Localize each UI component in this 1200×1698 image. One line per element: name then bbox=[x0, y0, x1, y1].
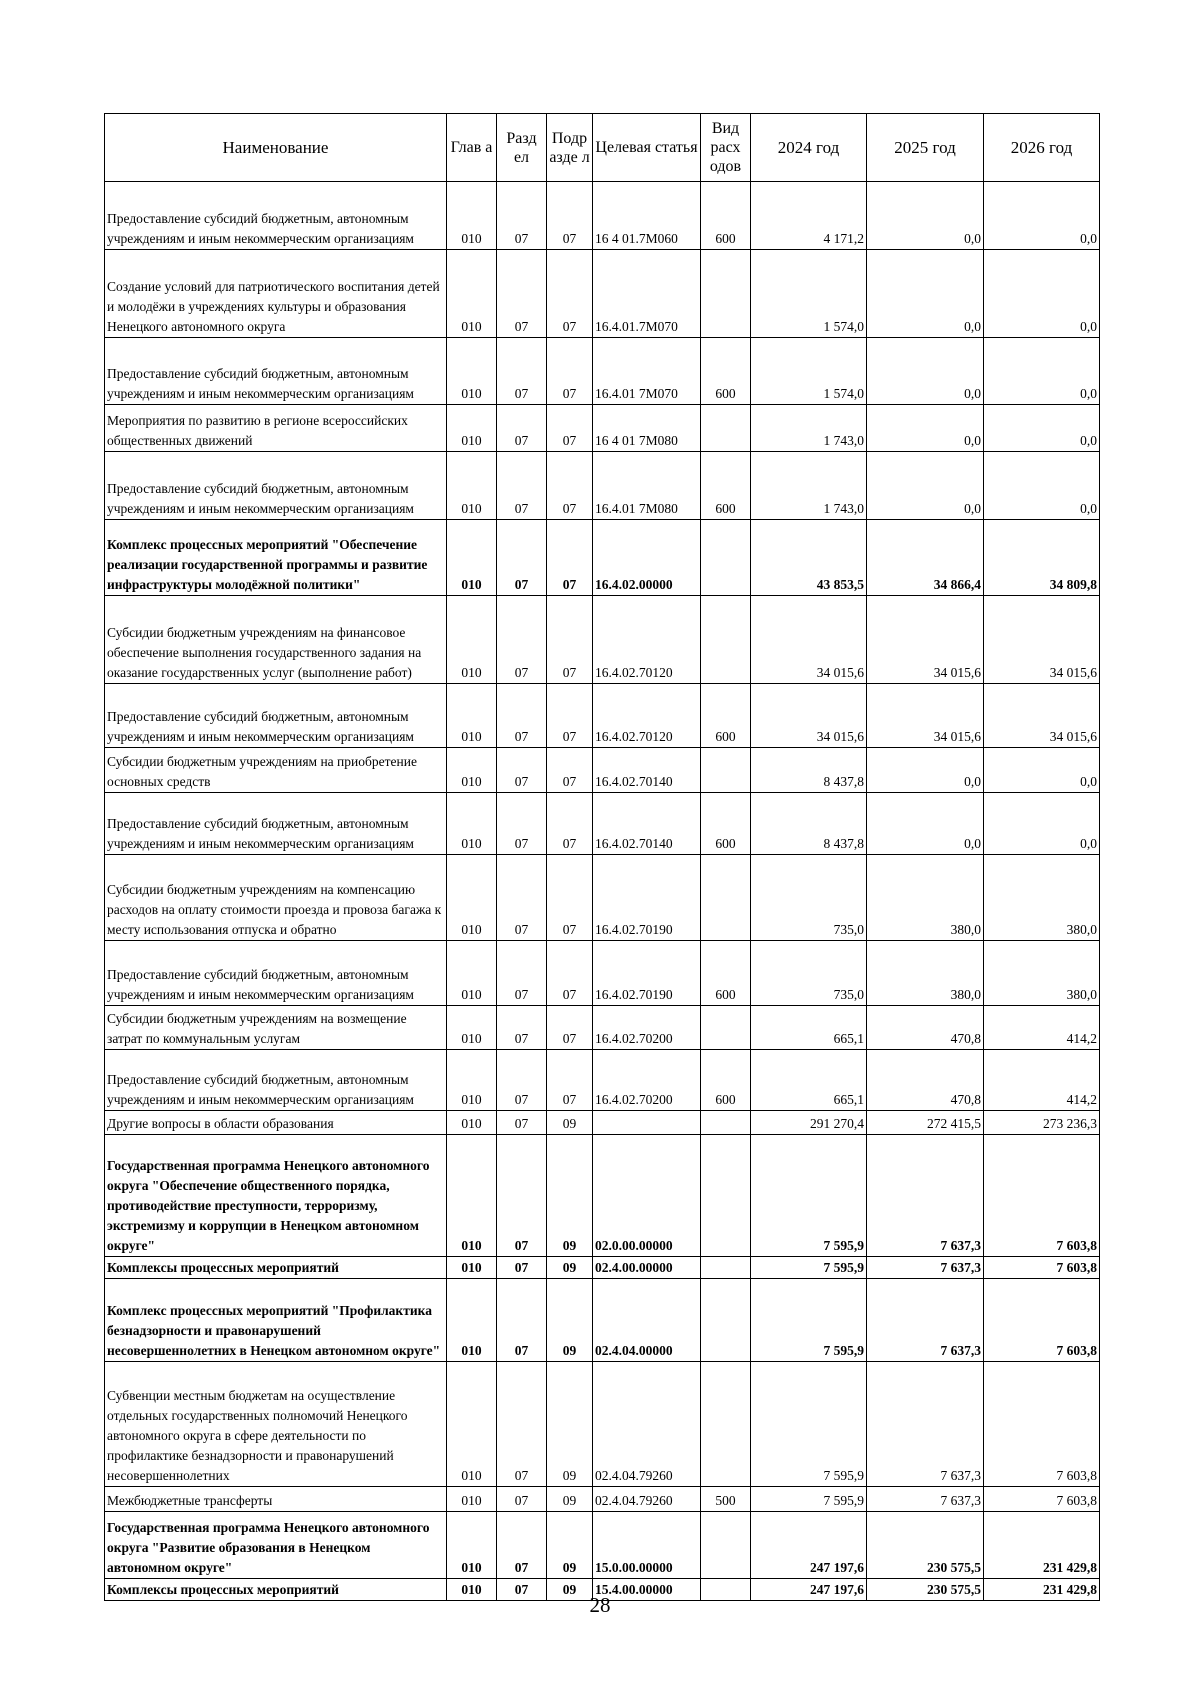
row-target: 16 4 01 7М080 bbox=[593, 405, 701, 452]
row-2025: 470,8 bbox=[867, 1050, 984, 1111]
row-2026: 0,0 bbox=[984, 405, 1100, 452]
table-row bbox=[105, 855, 1100, 941]
row-podrazdel: 07 bbox=[547, 1006, 593, 1050]
row-name: Межбюджетные трансферты bbox=[105, 1487, 447, 1512]
row-razdel: 07 bbox=[497, 250, 547, 338]
row-razdel: 07 bbox=[497, 1257, 547, 1279]
row-2025: 34 015,6 bbox=[867, 596, 984, 684]
row-glava: 010 bbox=[447, 1135, 497, 1257]
row-target: 16.4.01 7М070 bbox=[593, 338, 701, 405]
row-2024: 247 197,6 bbox=[751, 1512, 867, 1579]
row-name: Мероприятия по развитию в регионе всероссийских общественных движений bbox=[105, 405, 447, 452]
row-2024: 7 595,9 bbox=[751, 1135, 867, 1257]
row-2024: 7 595,9 bbox=[751, 1257, 867, 1279]
row-vid: 600 bbox=[701, 452, 751, 520]
page-number: 28 bbox=[589, 1593, 611, 1617]
row-target: 15.4.00.00000 bbox=[593, 1579, 701, 1601]
table-row bbox=[105, 941, 1100, 1006]
header-2026: 2026 год bbox=[984, 114, 1100, 182]
row-podrazdel: 07 bbox=[547, 338, 593, 405]
row-glava: 010 bbox=[447, 1579, 497, 1601]
row-razdel: 07 bbox=[497, 1135, 547, 1257]
row-razdel: 07 bbox=[497, 748, 547, 793]
row-vid: 600 bbox=[701, 182, 751, 250]
row-vid bbox=[701, 1257, 751, 1279]
row-podrazdel: 07 bbox=[547, 1050, 593, 1111]
row-2024: 735,0 bbox=[751, 855, 867, 941]
row-2026: 7 603,8 bbox=[984, 1487, 1100, 1512]
row-razdel: 07 bbox=[497, 520, 547, 596]
table-row bbox=[105, 1362, 1100, 1487]
table-row bbox=[105, 684, 1100, 748]
row-podrazdel: 09 bbox=[547, 1579, 593, 1601]
row-name: Субсидии бюджетным учреждениям на возмещение затрат по коммунальным услугам bbox=[105, 1006, 447, 1050]
row-vid bbox=[701, 855, 751, 941]
row-podrazdel: 07 bbox=[547, 941, 593, 1006]
row-2025: 380,0 bbox=[867, 941, 984, 1006]
row-2024: 4 171,2 bbox=[751, 182, 867, 250]
row-2026: 7 603,8 bbox=[984, 1257, 1100, 1279]
row-glava: 010 bbox=[447, 748, 497, 793]
row-2024: 1 574,0 bbox=[751, 250, 867, 338]
table-row bbox=[105, 1111, 1100, 1135]
row-glava: 010 bbox=[447, 793, 497, 855]
row-name: Предоставление субсидий бюджетным, автономным учреждениям и иным некоммерческим организациям bbox=[105, 684, 447, 748]
table-row bbox=[105, 452, 1100, 520]
row-target: 16.4.02.70140 bbox=[593, 748, 701, 793]
row-2025: 7 637,3 bbox=[867, 1487, 984, 1512]
row-target: 02.4.04.79260 bbox=[593, 1362, 701, 1487]
table-row bbox=[105, 793, 1100, 855]
row-2024: 7 595,9 bbox=[751, 1279, 867, 1362]
row-2024: 7 595,9 bbox=[751, 1362, 867, 1487]
row-2025: 0,0 bbox=[867, 452, 984, 520]
row-vid: 600 bbox=[701, 338, 751, 405]
row-2025: 34 866,4 bbox=[867, 520, 984, 596]
row-2025: 34 015,6 bbox=[867, 684, 984, 748]
table-header-row bbox=[105, 114, 1100, 182]
row-razdel: 07 bbox=[497, 182, 547, 250]
row-vid bbox=[701, 1135, 751, 1257]
row-razdel: 07 bbox=[497, 1111, 547, 1135]
row-2026: 231 429,8 bbox=[984, 1512, 1100, 1579]
header-2025: 2025 год bbox=[867, 114, 984, 182]
table-row bbox=[105, 1135, 1100, 1257]
row-vid: 600 bbox=[701, 1050, 751, 1111]
table-row bbox=[105, 1257, 1100, 1279]
row-vid bbox=[701, 1279, 751, 1362]
row-target: 16.4.02.00000 bbox=[593, 520, 701, 596]
row-podrazdel: 07 bbox=[547, 250, 593, 338]
table-row bbox=[105, 338, 1100, 405]
row-vid bbox=[701, 1006, 751, 1050]
row-2025: 230 575,5 bbox=[867, 1579, 984, 1601]
row-name: Государственная программа Ненецкого автономного округа "Обеспечение общественного порядка, противодействие преступности, терроризму, экстремизму и коррупции в Ненецком автономном округе" bbox=[105, 1135, 447, 1257]
row-target bbox=[593, 1111, 701, 1135]
row-2024: 34 015,6 bbox=[751, 684, 867, 748]
row-vid: 600 bbox=[701, 941, 751, 1006]
row-2025: 0,0 bbox=[867, 250, 984, 338]
row-podrazdel: 07 bbox=[547, 182, 593, 250]
row-razdel: 07 bbox=[497, 1579, 547, 1601]
row-target: 02.4.04.00000 bbox=[593, 1279, 701, 1362]
row-vid bbox=[701, 520, 751, 596]
header-2024: 2024 год bbox=[751, 114, 867, 182]
row-name: Предоставление субсидий бюджетным, автономным учреждениям и иным некоммерческим организациям bbox=[105, 452, 447, 520]
row-vid bbox=[701, 596, 751, 684]
row-2025: 230 575,5 bbox=[867, 1512, 984, 1579]
row-2026: 34 015,6 bbox=[984, 596, 1100, 684]
row-name: Создание условий для патриотического воспитания детей и молодёжи в учреждениях культуры и образования Ненецкого автономного округа bbox=[105, 250, 447, 338]
row-name: Предоставление субсидий бюджетным, автономным учреждениям и иным некоммерческим организациям bbox=[105, 182, 447, 250]
row-target: 16.4.02.70200 bbox=[593, 1006, 701, 1050]
row-glava: 010 bbox=[447, 182, 497, 250]
row-target: 16.4.02.70200 bbox=[593, 1050, 701, 1111]
row-name: Субсидии бюджетным учреждениям на финансовое обеспечение выполнения государственного задания на оказание государственных услуг (выполнение работ) bbox=[105, 596, 447, 684]
row-razdel: 07 bbox=[497, 1279, 547, 1362]
row-podrazdel: 07 bbox=[547, 405, 593, 452]
row-name: Комплекс процессных мероприятий "Обеспечение реализации государственной программы и развитие инфраструктуры молодёжной политики" bbox=[105, 520, 447, 596]
row-podrazdel: 09 bbox=[547, 1111, 593, 1135]
row-podrazdel: 09 bbox=[547, 1487, 593, 1512]
row-target: 16.4.02.70120 bbox=[593, 684, 701, 748]
row-2025: 470,8 bbox=[867, 1006, 984, 1050]
row-name: Субсидии бюджетным учреждениям на компенсацию расходов на оплату стоимости проезда и провоза багажа к месту использования отпуска и обратно bbox=[105, 855, 447, 941]
row-vid: 500 bbox=[701, 1487, 751, 1512]
row-2024: 1 743,0 bbox=[751, 452, 867, 520]
row-name: Субсидии бюджетным учреждениям на приобретение основных средств bbox=[105, 748, 447, 793]
row-razdel: 07 bbox=[497, 596, 547, 684]
row-2026: 0,0 bbox=[984, 338, 1100, 405]
row-vid: 600 bbox=[701, 793, 751, 855]
row-2026: 414,2 bbox=[984, 1050, 1100, 1111]
row-target: 16 4 01.7М060 bbox=[593, 182, 701, 250]
row-2026: 7 603,8 bbox=[984, 1362, 1100, 1487]
row-podrazdel: 09 bbox=[547, 1257, 593, 1279]
row-2025: 7 637,3 bbox=[867, 1279, 984, 1362]
row-target: 16.4.02.70140 bbox=[593, 793, 701, 855]
row-2026: 0,0 bbox=[984, 452, 1100, 520]
row-2024: 8 437,8 bbox=[751, 748, 867, 793]
table-row bbox=[105, 1512, 1100, 1579]
row-name: Комплексы процессных мероприятий bbox=[105, 1579, 447, 1601]
row-razdel: 07 bbox=[497, 452, 547, 520]
row-2026: 7 603,8 bbox=[984, 1135, 1100, 1257]
row-vid: 600 bbox=[701, 684, 751, 748]
header-name: Наименование bbox=[105, 114, 447, 182]
row-glava: 010 bbox=[447, 250, 497, 338]
row-target: 16.4.02.70190 bbox=[593, 855, 701, 941]
table-row bbox=[105, 1050, 1100, 1111]
row-2025: 0,0 bbox=[867, 748, 984, 793]
row-2025: 380,0 bbox=[867, 855, 984, 941]
budget-table bbox=[104, 113, 1100, 1601]
row-razdel: 07 bbox=[497, 1362, 547, 1487]
row-glava: 010 bbox=[447, 1111, 497, 1135]
row-glava: 010 bbox=[447, 855, 497, 941]
row-2025: 7 637,3 bbox=[867, 1257, 984, 1279]
table-row bbox=[105, 520, 1100, 596]
table-row bbox=[105, 182, 1100, 250]
row-2024: 665,1 bbox=[751, 1006, 867, 1050]
row-glava: 010 bbox=[447, 684, 497, 748]
row-glava: 010 bbox=[447, 452, 497, 520]
row-2024: 247 197,6 bbox=[751, 1579, 867, 1601]
row-2026: 380,0 bbox=[984, 941, 1100, 1006]
row-glava: 010 bbox=[447, 1279, 497, 1362]
row-vid bbox=[701, 405, 751, 452]
row-podrazdel: 07 bbox=[547, 684, 593, 748]
row-razdel: 07 bbox=[497, 1487, 547, 1512]
row-vid bbox=[701, 748, 751, 793]
row-2025: 0,0 bbox=[867, 338, 984, 405]
row-razdel: 07 bbox=[497, 405, 547, 452]
row-target: 16.4.01.7М070 bbox=[593, 250, 701, 338]
row-razdel: 07 bbox=[497, 1006, 547, 1050]
row-2026: 0,0 bbox=[984, 793, 1100, 855]
table-row bbox=[105, 250, 1100, 338]
row-target: 02.4.00.00000 bbox=[593, 1257, 701, 1279]
row-glava: 010 bbox=[447, 520, 497, 596]
table-row bbox=[105, 1279, 1100, 1362]
row-2026: 380,0 bbox=[984, 855, 1100, 941]
row-name: Предоставление субсидий бюджетным, автономным учреждениям и иным некоммерческим организациям bbox=[105, 1050, 447, 1111]
row-glava: 010 bbox=[447, 1257, 497, 1279]
row-target: 02.4.04.79260 bbox=[593, 1487, 701, 1512]
row-razdel: 07 bbox=[497, 684, 547, 748]
row-target: 02.0.00.00000 bbox=[593, 1135, 701, 1257]
row-name: Субвенции местным бюджетам на осуществление отдельных государственных полномочий Ненецкого автономного округа в сфере деятельности по профилактике безнадзорности и правонарушений несовершеннолетних bbox=[105, 1362, 447, 1487]
row-2025: 7 637,3 bbox=[867, 1362, 984, 1487]
header-target: Целевая статья bbox=[593, 114, 701, 182]
row-glava: 010 bbox=[447, 405, 497, 452]
row-vid bbox=[701, 1362, 751, 1487]
row-2026: 0,0 bbox=[984, 250, 1100, 338]
table-body bbox=[105, 182, 1100, 1601]
row-2025: 7 637,3 bbox=[867, 1135, 984, 1257]
row-2026: 0,0 bbox=[984, 748, 1100, 793]
row-2026: 273 236,3 bbox=[984, 1111, 1100, 1135]
row-target: 16.4.02.70190 bbox=[593, 941, 701, 1006]
row-glava: 010 bbox=[447, 1006, 497, 1050]
row-razdel: 07 bbox=[497, 1512, 547, 1579]
row-2026: 34 015,6 bbox=[984, 684, 1100, 748]
table-row bbox=[105, 748, 1100, 793]
row-2024: 1 743,0 bbox=[751, 405, 867, 452]
table-row bbox=[105, 405, 1100, 452]
row-glava: 010 bbox=[447, 941, 497, 1006]
row-2025: 0,0 bbox=[867, 182, 984, 250]
row-podrazdel: 07 bbox=[547, 748, 593, 793]
row-target: 15.0.00.00000 bbox=[593, 1512, 701, 1579]
row-vid bbox=[701, 250, 751, 338]
row-podrazdel: 09 bbox=[547, 1362, 593, 1487]
row-2024: 291 270,4 bbox=[751, 1111, 867, 1135]
row-podrazdel: 09 bbox=[547, 1135, 593, 1257]
row-podrazdel: 07 bbox=[547, 596, 593, 684]
row-vid bbox=[701, 1111, 751, 1135]
row-target: 16.4.01 7М080 bbox=[593, 452, 701, 520]
row-name: Предоставление субсидий бюджетным, автономным учреждениям и иным некоммерческим организациям bbox=[105, 941, 447, 1006]
row-2026: 34 809,8 bbox=[984, 520, 1100, 596]
row-name: Государственная программа Ненецкого автономного округа "Развитие образования в Ненецком автономном округе" bbox=[105, 1512, 447, 1579]
row-2024: 1 574,0 bbox=[751, 338, 867, 405]
row-podrazdel: 07 bbox=[547, 520, 593, 596]
row-razdel: 07 bbox=[497, 793, 547, 855]
header-glava: Глав а bbox=[447, 114, 497, 182]
row-2024: 34 015,6 bbox=[751, 596, 867, 684]
table-row bbox=[105, 1006, 1100, 1050]
row-podrazdel: 07 bbox=[547, 452, 593, 520]
row-glava: 010 bbox=[447, 1362, 497, 1487]
row-2025: 0,0 bbox=[867, 793, 984, 855]
row-2024: 43 853,5 bbox=[751, 520, 867, 596]
row-glava: 010 bbox=[447, 596, 497, 684]
row-podrazdel: 09 bbox=[547, 1279, 593, 1362]
row-name: Предоставление субсидий бюджетным, автономным учреждениям и иным некоммерческим организациям bbox=[105, 793, 447, 855]
row-2025: 0,0 bbox=[867, 405, 984, 452]
row-name: Комплексы процессных мероприятий bbox=[105, 1257, 447, 1279]
row-podrazdel: 07 bbox=[547, 793, 593, 855]
row-2026: 0,0 bbox=[984, 182, 1100, 250]
row-glava: 010 bbox=[447, 338, 497, 405]
row-2024: 8 437,8 bbox=[751, 793, 867, 855]
row-razdel: 07 bbox=[497, 338, 547, 405]
table-row bbox=[105, 1487, 1100, 1512]
row-name: Комплекс процессных мероприятий "Профилактика безнадзорности и правонарушений несовершеннолетних в Ненецком автономном округе" bbox=[105, 1279, 447, 1362]
header-razdel: Разд ел bbox=[497, 114, 547, 182]
row-2026: 414,2 bbox=[984, 1006, 1100, 1050]
header-podrazdel: Подр азде л bbox=[547, 114, 593, 182]
row-2024: 7 595,9 bbox=[751, 1487, 867, 1512]
row-2024: 735,0 bbox=[751, 941, 867, 1006]
row-name: Другие вопросы в области образования bbox=[105, 1111, 447, 1135]
row-2026: 231 429,8 bbox=[984, 1579, 1100, 1601]
row-glava: 010 bbox=[447, 1050, 497, 1111]
row-glava: 010 bbox=[447, 1487, 497, 1512]
row-razdel: 07 bbox=[497, 855, 547, 941]
table-row bbox=[105, 596, 1100, 684]
row-2026: 7 603,8 bbox=[984, 1279, 1100, 1362]
header-vid: Вид расх одов bbox=[701, 114, 751, 182]
row-glava: 010 bbox=[447, 1512, 497, 1579]
row-podrazdel: 07 bbox=[547, 855, 593, 941]
row-name: Предоставление субсидий бюджетным, автономным учреждениям и иным некоммерческим организациям bbox=[105, 338, 447, 405]
row-vid bbox=[701, 1512, 751, 1579]
row-2025: 272 415,5 bbox=[867, 1111, 984, 1135]
row-2024: 665,1 bbox=[751, 1050, 867, 1111]
row-razdel: 07 bbox=[497, 1050, 547, 1111]
row-target: 16.4.02.70120 bbox=[593, 596, 701, 684]
row-razdel: 07 bbox=[497, 941, 547, 1006]
row-podrazdel: 09 bbox=[547, 1512, 593, 1579]
